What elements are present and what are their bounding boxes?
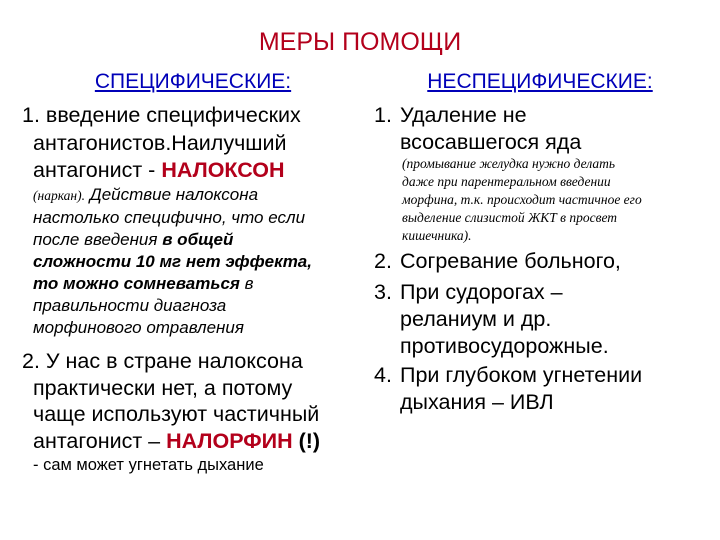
partial-antagonist-prefix: антагонист – [33,429,167,453]
left-item-1-line-1: 1. введение специфических [22,103,301,127]
left-item-2-line-4 [33,428,320,454]
nalorphine-highlight: НАЛОРФИН [166,429,293,453]
left-item-2-line-2: практически нет, а потому [33,376,293,400]
right-item-3-line-3: противосудорожные. [400,334,609,358]
right-item-1-note-2: даже при парентеральном введении [402,174,611,189]
right-item-1-note-1: (промывание желудка нужно делать [402,156,616,171]
left-item-1-line-5: настолько специфично, что если [33,208,306,227]
right-item-1-line-2: всосавшегося яда [400,130,582,154]
left-item-1-line-7: сложности 10 мг нет эффекта, [33,252,312,271]
antagonist-prefix: антагонист - [33,158,162,182]
right-item-4-line-2: дыхания – ИВЛ [400,390,554,414]
right-item-1-note-3: морфина, т.к. происходит частичное его [402,192,642,207]
exclamation-note: (!) [292,429,321,453]
naloxone-action-text: Действие налоксона [85,185,259,204]
nonspecific-header: НЕСПЕЦИФИЧЕСКИЕ: [427,70,653,93]
left-item-1-line-8 [33,273,254,295]
left-item-1-line-3 [33,157,285,183]
right-item-4-number: 4. [374,363,392,387]
right-item-4-line-1: При глубоком угнетении [400,363,643,387]
doubt-rest: в [239,274,254,293]
left-item-1-line-10: морфинового отравления [33,318,244,337]
right-item-2-number: 2. [374,249,392,273]
right-item-3-line-2: реланиум и др. [400,307,552,331]
left-item-1-line-4 [33,184,258,206]
right-item-3-number: 3. [374,280,392,304]
left-item-1-line-2: антагонистов.Наилучший [33,131,287,155]
right-item-1-note-5: кишечника). [402,228,472,243]
naloxone-highlight: НАЛОКСОН [161,158,285,182]
left-item-2-line-3: чаще используют частичный [33,402,320,426]
specific-header: СПЕЦИФИЧЕСКИЕ: [94,70,292,93]
left-item-1-line-6 [33,229,233,251]
right-item-3-line-1: При судорогах – [400,280,563,304]
left-item-2-line-5: - сам может угнетать дыхание [33,456,264,474]
narcan-note: (наркан). [33,188,85,203]
page-title: МЕРЫ ПОМОЩИ [258,28,462,56]
total-dose-bold: в общей [162,230,234,249]
right-item-1-number: 1. [374,103,392,127]
after-admin-text: после введения [33,230,163,249]
right-item-1-line-1: Удаление не [400,103,527,127]
left-item-2-line-1: 2. У нас в стране налоксона [22,349,303,373]
right-item-1-note-4: выделение слизистой ЖКТ в просвет [402,210,618,225]
doubt-bold: то можно сомневаться [33,274,240,293]
left-item-1-line-9: правильности диагноза [33,296,227,315]
right-item-2-line-1: Согревание больного, [400,249,621,273]
